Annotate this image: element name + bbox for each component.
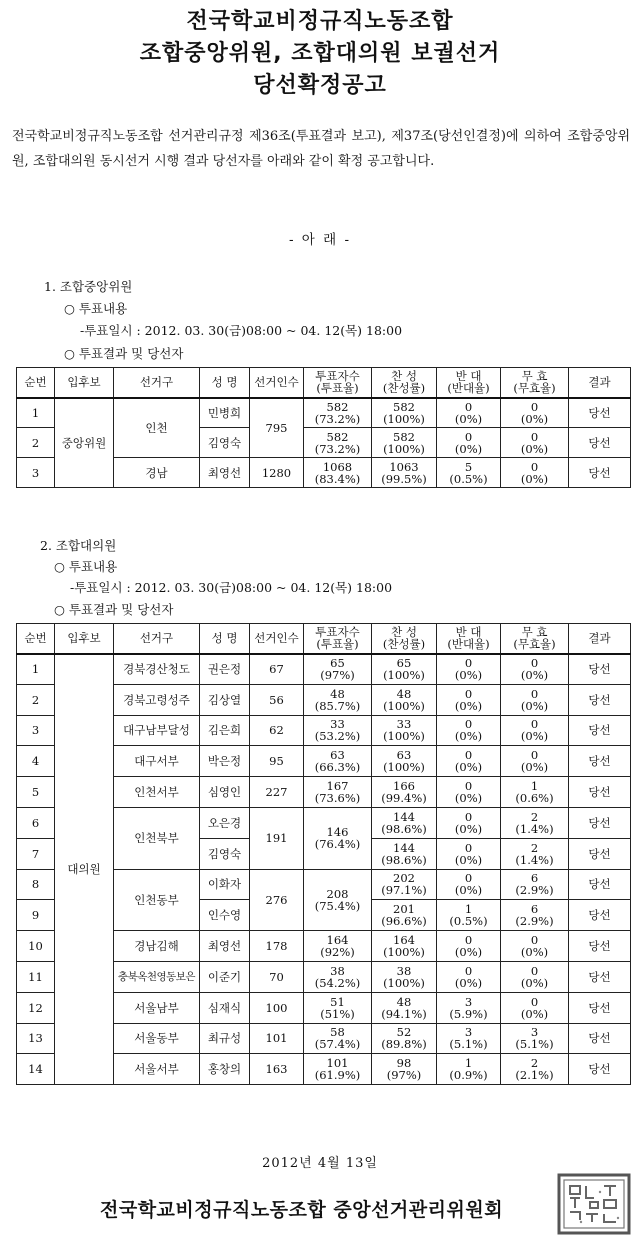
cell-votes: 48 (85.7%) bbox=[304, 684, 372, 715]
header-voters: 선거인수 bbox=[250, 624, 304, 654]
cell-result: 당선 bbox=[569, 961, 631, 992]
cell-votes: 1068 (83.4%) bbox=[304, 458, 372, 488]
cell-yes: 144 (98.6%) bbox=[372, 838, 437, 869]
cell-result: 당선 bbox=[569, 654, 631, 685]
cell-no-vote: 0 (0%) bbox=[437, 654, 501, 685]
cell-invalid: 0 (0%) bbox=[501, 458, 569, 488]
cell-no: 10 bbox=[17, 931, 55, 962]
table-row bbox=[17, 398, 631, 428]
header-type: 입후보 bbox=[55, 368, 114, 398]
cell-no: 6 bbox=[17, 807, 55, 838]
cell-district: 서울남부 bbox=[114, 992, 200, 1023]
cell-no-vote: 3 (5.1%) bbox=[437, 1023, 501, 1054]
cell-invalid: 0 (0%) bbox=[501, 931, 569, 962]
cell-result: 당선 bbox=[569, 931, 631, 962]
cell-name: 김은희 bbox=[200, 715, 250, 746]
cell-name: 박은정 bbox=[200, 746, 250, 777]
cell-name: 인수영 bbox=[200, 900, 250, 931]
cell-district: 인천북부 bbox=[114, 807, 200, 869]
header-votes: 투표자수 (투표율) bbox=[304, 368, 372, 398]
cell-result: 당선 bbox=[569, 807, 631, 838]
cell-yes: 38 (100%) bbox=[372, 961, 437, 992]
cell-name: 이화자 bbox=[200, 869, 250, 900]
cell-no: 8 bbox=[17, 869, 55, 900]
notice-date: 2012년 4월 13일 bbox=[262, 1156, 378, 1171]
cell-invalid: 0 (0%) bbox=[501, 992, 569, 1023]
cell-name: 최영선 bbox=[200, 931, 250, 962]
cell-district: 경북경산청도 bbox=[114, 654, 200, 685]
cell-yes: 582 (100%) bbox=[372, 428, 437, 458]
cell-type: 중앙위원 bbox=[55, 398, 114, 488]
cell-yes: 144 (98.6%) bbox=[372, 807, 437, 838]
cell-invalid: 0 (0%) bbox=[501, 428, 569, 458]
section1-vote-info-label: ○ 투표내용 bbox=[64, 301, 128, 316]
section2-vote-period: -투표일시 : 2012. 03. 30(금)08:00 ~ 04. 12(목) 18:00 bbox=[70, 580, 393, 595]
cell-votes: 101 (61.9%) bbox=[304, 1054, 372, 1085]
cell-result: 당선 bbox=[569, 398, 631, 428]
cell-no: 1 bbox=[17, 398, 55, 428]
cell-voters: 276 bbox=[250, 869, 304, 931]
cell-name: 이준기 bbox=[200, 961, 250, 992]
cell-yes: 65 (100%) bbox=[372, 654, 437, 685]
cell-invalid: 6 (2.9%) bbox=[501, 869, 569, 900]
cell-yes: 98 (97%) bbox=[372, 1054, 437, 1085]
cell-no: 12 bbox=[17, 992, 55, 1023]
header-name: 성 명 bbox=[200, 368, 250, 398]
cell-yes: 202 (97.1%) bbox=[372, 869, 437, 900]
cell-no: 3 bbox=[17, 715, 55, 746]
cell-no-vote: 5 (0.5%) bbox=[437, 458, 501, 488]
cell-no-vote: 0 (0%) bbox=[437, 428, 501, 458]
cell-votes: 38 (54.2%) bbox=[304, 961, 372, 992]
cell-no-vote: 0 (0%) bbox=[437, 777, 501, 808]
cell-no: 9 bbox=[17, 900, 55, 931]
cell-votes: 51 (51%) bbox=[304, 992, 372, 1023]
header-result: 결과 bbox=[569, 624, 631, 654]
cell-no-vote: 0 (0%) bbox=[437, 807, 501, 838]
cell-invalid: 0 (0%) bbox=[501, 654, 569, 685]
cell-voters: 1280 bbox=[250, 458, 304, 488]
cell-district: 서울서부 bbox=[114, 1054, 200, 1085]
cell-yes: 164 (100%) bbox=[372, 931, 437, 962]
cell-yes: 166 (99.4%) bbox=[372, 777, 437, 808]
cell-no-vote: 0 (0%) bbox=[437, 931, 501, 962]
cell-result: 당선 bbox=[569, 838, 631, 869]
cell-votes: 33 (53.2%) bbox=[304, 715, 372, 746]
header-no: 순번 bbox=[17, 624, 55, 654]
cell-name: 민병희 bbox=[200, 398, 250, 428]
cell-no: 11 bbox=[17, 961, 55, 992]
cell-district: 인천 bbox=[114, 398, 200, 458]
cell-voters: 70 bbox=[250, 961, 304, 992]
cell-invalid: 6 (2.9%) bbox=[501, 900, 569, 931]
cell-result: 당선 bbox=[569, 1023, 631, 1054]
header-no-vote: 반 대 (반대율) bbox=[437, 368, 501, 398]
cell-no-vote: 0 (0%) bbox=[437, 715, 501, 746]
section1-vote-period: -투표일시 : 2012. 03. 30(금)08:00 ~ 04. 12(목) 18:00 bbox=[80, 323, 403, 338]
cell-name: 심영인 bbox=[200, 777, 250, 808]
cell-district: 인천동부 bbox=[114, 869, 200, 931]
cell-voters: 191 bbox=[250, 807, 304, 869]
header-result: 결과 bbox=[569, 368, 631, 398]
cell-no-vote: 0 (0%) bbox=[437, 746, 501, 777]
cell-name: 권은정 bbox=[200, 654, 250, 685]
cell-no: 2 bbox=[17, 684, 55, 715]
section2-results-label: ○ 투표결과 및 당선자 bbox=[54, 602, 174, 617]
cell-district: 대구서부 bbox=[114, 746, 200, 777]
cell-result: 당선 bbox=[569, 869, 631, 900]
header-votes: 투표자수 (투표율) bbox=[304, 624, 372, 654]
cell-invalid: 0 (0%) bbox=[501, 715, 569, 746]
table-header-row bbox=[17, 368, 631, 398]
cell-no-vote: 1 (0.5%) bbox=[437, 900, 501, 931]
cell-no-vote: 0 (0%) bbox=[437, 398, 501, 428]
cell-district: 경남김해 bbox=[114, 931, 200, 962]
header-voters: 선거인수 bbox=[250, 368, 304, 398]
section2-results-table bbox=[16, 623, 631, 1085]
cell-invalid: 0 (0%) bbox=[501, 961, 569, 992]
table-row bbox=[17, 654, 631, 685]
cell-yes: 48 (100%) bbox=[372, 684, 437, 715]
cell-votes: 582 (73.2%) bbox=[304, 398, 372, 428]
header-invalid: 무 효 (무효율) bbox=[501, 368, 569, 398]
cell-voters: 227 bbox=[250, 777, 304, 808]
cell-no: 5 bbox=[17, 777, 55, 808]
cell-voters: 100 bbox=[250, 992, 304, 1023]
cell-result: 당선 bbox=[569, 715, 631, 746]
cell-no: 2 bbox=[17, 428, 55, 458]
intro-paragraph: 전국학교비정규직노동조합 선거관리규정 제36조(투표결과 보고), 제37조(당선인결정)에 의하여 조합중앙위원, 조합대의원 동시선거 시행 결과 당선자를 아래와 같이 확정 공고합니다. bbox=[12, 129, 630, 169]
cell-result: 당선 bbox=[569, 458, 631, 488]
cell-invalid: 2 (2.1%) bbox=[501, 1054, 569, 1085]
cell-name: 홍창의 bbox=[200, 1054, 250, 1085]
section2-heading: 2. 조합대의원 bbox=[40, 538, 117, 553]
cell-name: 김영숙 bbox=[200, 838, 250, 869]
table-header-row bbox=[17, 624, 631, 654]
cell-invalid: 2 (1.4%) bbox=[501, 838, 569, 869]
cell-votes: 164 (92%) bbox=[304, 931, 372, 962]
cell-votes: 582 (73.2%) bbox=[304, 428, 372, 458]
cell-votes: 58 (57.4%) bbox=[304, 1023, 372, 1054]
cell-no-vote: 1 (0.9%) bbox=[437, 1054, 501, 1085]
cell-voters: 67 bbox=[250, 654, 304, 685]
cell-no: 4 bbox=[17, 746, 55, 777]
header-no-vote: 반 대 (반대율) bbox=[437, 624, 501, 654]
section2-vote-info-label: ○ 투표내용 bbox=[54, 559, 118, 574]
cell-no-vote: 3 (5.9%) bbox=[437, 992, 501, 1023]
cell-name: 심재식 bbox=[200, 992, 250, 1023]
cell-name: 김상열 bbox=[200, 684, 250, 715]
cell-no: 7 bbox=[17, 838, 55, 869]
cell-no: 1 bbox=[17, 654, 55, 685]
cell-invalid: 2 (1.4%) bbox=[501, 807, 569, 838]
official-seal-icon bbox=[556, 1172, 632, 1236]
cell-votes: 63 (66.3%) bbox=[304, 746, 372, 777]
cell-district: 충북옥천영동보은 bbox=[114, 961, 200, 992]
header-no: 순번 bbox=[17, 368, 55, 398]
cell-name: 오은경 bbox=[200, 807, 250, 838]
cell-district: 대구남부달성 bbox=[114, 715, 200, 746]
section1-results-label: ○ 투표결과 및 당선자 bbox=[64, 346, 184, 361]
cell-result: 당선 bbox=[569, 992, 631, 1023]
cell-type: 대의원 bbox=[55, 654, 114, 1085]
cell-invalid: 3 (5.1%) bbox=[501, 1023, 569, 1054]
cell-votes: 208 (75.4%) bbox=[304, 869, 372, 931]
cell-invalid: 1 (0.6%) bbox=[501, 777, 569, 808]
below-label: - 아 래 - bbox=[288, 232, 352, 248]
cell-yes: 63 (100%) bbox=[372, 746, 437, 777]
cell-no: 3 bbox=[17, 458, 55, 488]
header-district: 선거구 bbox=[114, 368, 200, 398]
cell-yes: 1063 (99.5%) bbox=[372, 458, 437, 488]
cell-district: 경북고령성주 bbox=[114, 684, 200, 715]
header-type: 입후보 bbox=[55, 624, 114, 654]
cell-name: 최영선 bbox=[200, 458, 250, 488]
cell-votes: 167 (73.6%) bbox=[304, 777, 372, 808]
cell-result: 당선 bbox=[569, 428, 631, 458]
cell-result: 당선 bbox=[569, 777, 631, 808]
cell-yes: 201 (96.6%) bbox=[372, 900, 437, 931]
cell-name: 김영숙 bbox=[200, 428, 250, 458]
cell-yes: 48 (94.1%) bbox=[372, 992, 437, 1023]
cell-no: 13 bbox=[17, 1023, 55, 1054]
cell-name: 최규성 bbox=[200, 1023, 250, 1054]
cell-voters: 178 bbox=[250, 931, 304, 962]
cell-voters: 95 bbox=[250, 746, 304, 777]
cell-district: 서울동부 bbox=[114, 1023, 200, 1054]
header-yes: 찬 성 (찬성률) bbox=[372, 368, 437, 398]
header-yes: 찬 성 (찬성률) bbox=[372, 624, 437, 654]
cell-voters: 163 bbox=[250, 1054, 304, 1085]
header-name: 성 명 bbox=[200, 624, 250, 654]
header-district: 선거구 bbox=[114, 624, 200, 654]
cell-votes: 65 (97%) bbox=[304, 654, 372, 685]
header-invalid: 무 효 (무효율) bbox=[501, 624, 569, 654]
title-line-1: 전국학교비정규직노동조합 bbox=[186, 9, 454, 34]
cell-district: 인천서부 bbox=[114, 777, 200, 808]
cell-voters: 56 bbox=[250, 684, 304, 715]
cell-no-vote: 0 (0%) bbox=[437, 961, 501, 992]
cell-yes: 582 (100%) bbox=[372, 398, 437, 428]
issuer-name: 전국학교비정규직노동조합 중앙선거관리위원회 bbox=[100, 1199, 504, 1221]
cell-no-vote: 0 (0%) bbox=[437, 838, 501, 869]
cell-yes: 33 (100%) bbox=[372, 715, 437, 746]
cell-voters: 101 bbox=[250, 1023, 304, 1054]
cell-yes: 52 (89.8%) bbox=[372, 1023, 437, 1054]
cell-no-vote: 0 (0%) bbox=[437, 684, 501, 715]
cell-votes: 146 (76.4%) bbox=[304, 807, 372, 869]
title-line-3: 당선확정공고 bbox=[253, 73, 387, 98]
cell-district: 경남 bbox=[114, 458, 200, 488]
cell-no-vote: 0 (0%) bbox=[437, 869, 501, 900]
cell-invalid: 0 (0%) bbox=[501, 746, 569, 777]
cell-voters: 795 bbox=[250, 398, 304, 458]
cell-result: 당선 bbox=[569, 684, 631, 715]
title-line-2: 조합중앙위원, 조합대의원 보궐선거 bbox=[139, 41, 501, 66]
section1-heading: 1. 조합중앙위원 bbox=[44, 279, 133, 294]
cell-invalid: 0 (0%) bbox=[501, 684, 569, 715]
cell-voters: 62 bbox=[250, 715, 304, 746]
cell-no: 14 bbox=[17, 1054, 55, 1085]
cell-result: 당선 bbox=[569, 746, 631, 777]
cell-invalid: 0 (0%) bbox=[501, 398, 569, 428]
section1-results-table bbox=[16, 367, 631, 488]
cell-result: 당선 bbox=[569, 1054, 631, 1085]
cell-result: 당선 bbox=[569, 900, 631, 931]
